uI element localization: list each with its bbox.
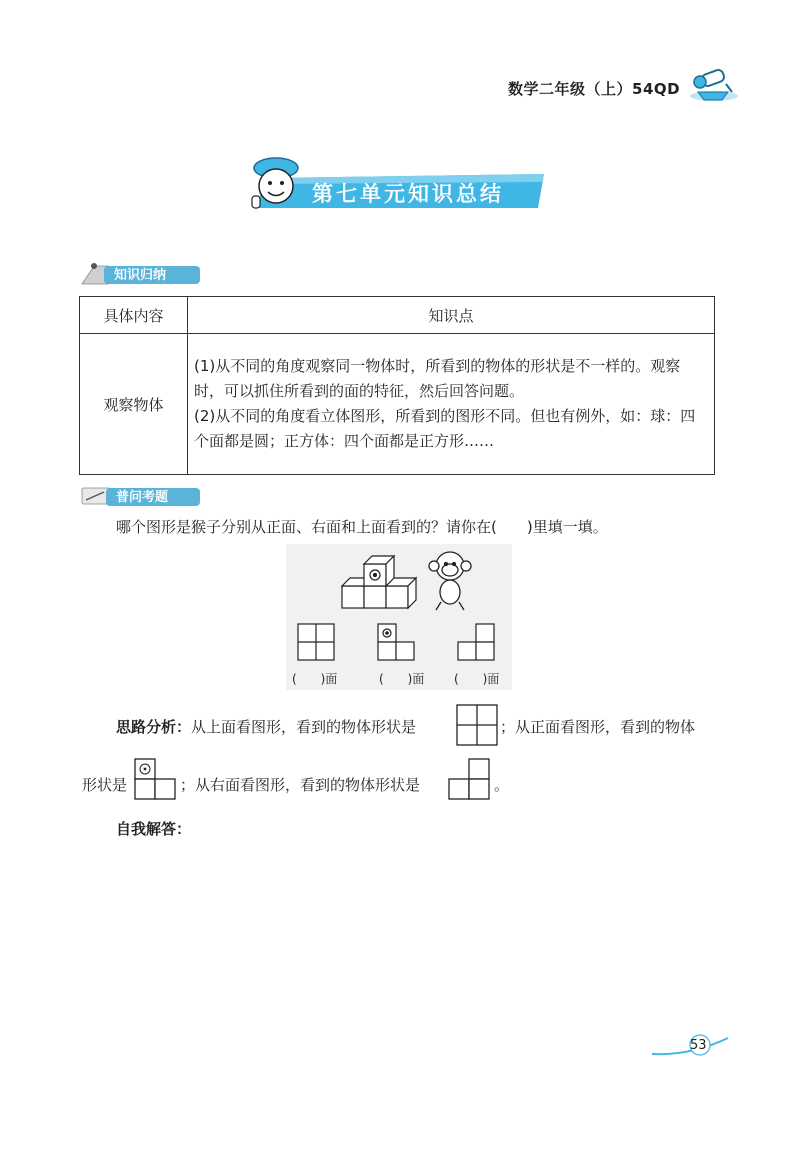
analysis-label: 思路分析：: [116, 718, 192, 736]
question-text: 哪个图形是猴子分别从正面、右面和上面看到的？请你在( )里填一填。: [116, 518, 608, 536]
answer-blank-3[interactable]: ( )面: [454, 672, 500, 686]
analysis-text-1: 从上面看图形，看到的物体形状是: [191, 718, 417, 736]
book-title: 数学二年级（上）54QD: [508, 80, 681, 98]
knowledge-point-2: (2)从不同的角度看立体图形，所看到的图形不同。但也有例外，如：球：四个面都是圆；正方体：四个面都是正方形……: [194, 407, 696, 450]
unit-title: 第七单元知识总结: [312, 182, 504, 206]
telescope-mascot-icon: [688, 62, 740, 104]
answer-blank-1[interactable]: ( )面: [292, 672, 338, 686]
knowledge-point-1: (1)从不同的角度观察同一物体时，所看到的物体的形状是不一样的。观察时，可以抓住所看到的面的特征，然后回答问题。: [194, 357, 681, 400]
view-option-1: [298, 624, 334, 660]
answer-blank-2[interactable]: ( )面: [379, 672, 425, 686]
table-header-row: [80, 297, 715, 334]
table-header-cell: 知识点: [188, 297, 715, 334]
table-row: [80, 334, 715, 475]
top-view-figure: [456, 704, 498, 746]
analysis-text-3: 形状是: [82, 776, 128, 794]
analysis-text-2: ；从正面看图形，看到的物体: [500, 718, 696, 736]
question-figure: [286, 544, 512, 690]
knowledge-table: [79, 296, 715, 475]
section-tag-knowledge-label: 知识归纳: [114, 268, 167, 283]
boy-mascot-icon: [244, 150, 308, 212]
table-knowledge-cell: [188, 334, 715, 475]
section-tag-exam-label: 普问考题: [116, 490, 169, 505]
analysis-text-4: ；从右面看图形，看到的物体形状是: [180, 776, 421, 794]
table-header-cell: 具体内容: [80, 297, 188, 334]
right-view-figure: [448, 758, 492, 802]
self-answer-label: 自我解答：: [116, 820, 192, 838]
table-row-label: 观察物体: [80, 334, 188, 475]
page-number: 53: [690, 1038, 707, 1053]
front-view-figure: [134, 758, 178, 802]
analysis-text-5: 。: [494, 776, 510, 794]
